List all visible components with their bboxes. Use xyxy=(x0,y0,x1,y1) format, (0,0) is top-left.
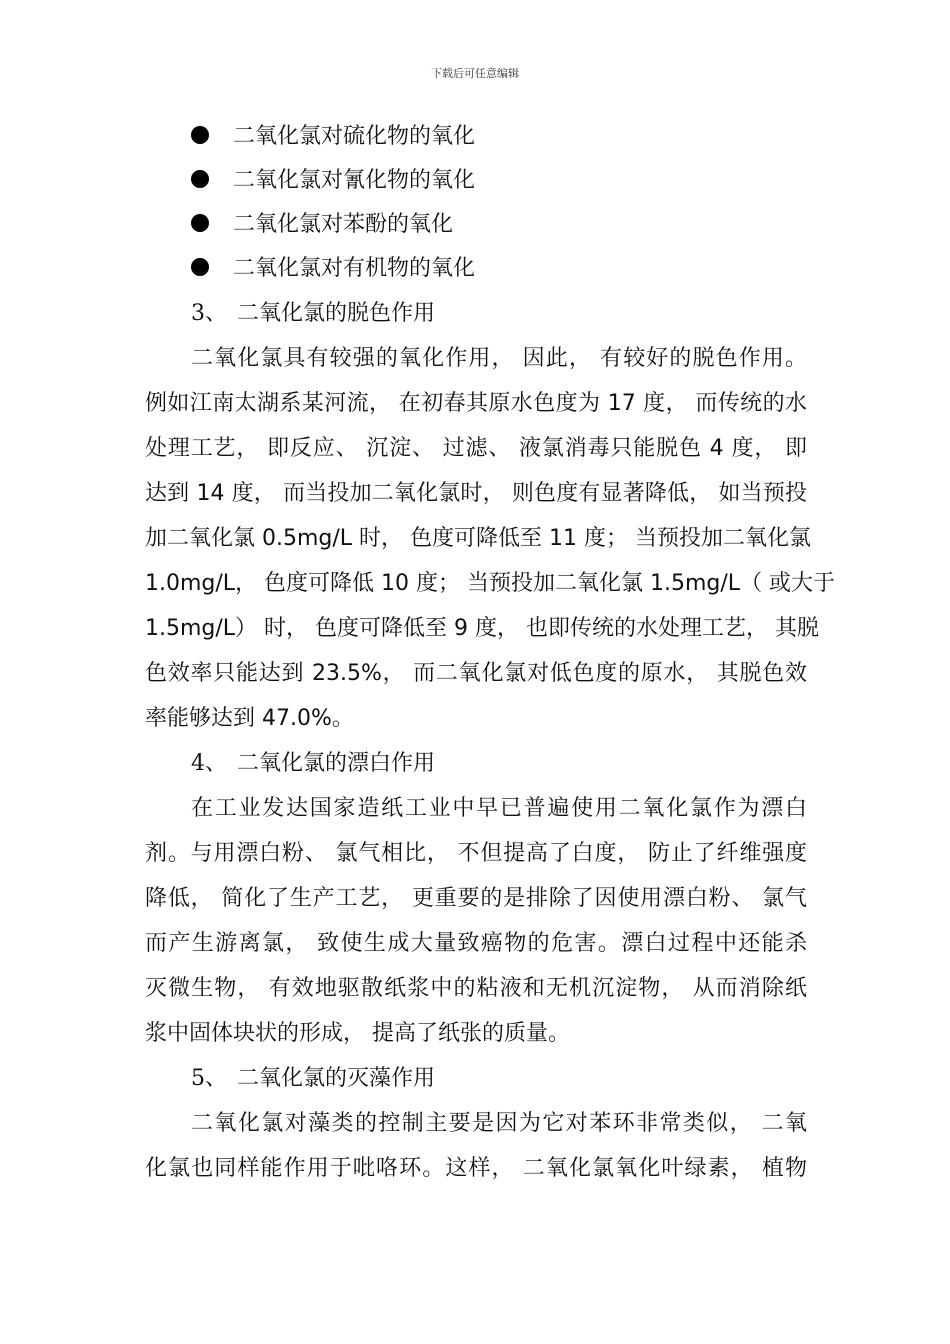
section-number: 5、 xyxy=(191,1066,227,1091)
paragraph-line: 而产生游离氯， 致使生成大量致癌物的危害。漂白过程中还能杀 xyxy=(145,931,807,956)
section-number: 4、 xyxy=(191,751,227,776)
section-title: 二氧化氯的脱色作用 xyxy=(237,301,436,326)
paragraph-line: 处理工艺， 即反应、 沉淀、 过滤、 液氯消毒只能脱色 4 度， 即 xyxy=(145,436,807,461)
bullet-dot-icon xyxy=(191,214,209,232)
section-heading xyxy=(145,741,807,786)
section-number: 3、 xyxy=(191,301,227,326)
bullet-item xyxy=(145,203,807,247)
bullet-text: 二氧化氯对有机物的氧化 xyxy=(233,256,476,281)
bullet-text: 二氧化氯对苯酚的氧化 xyxy=(233,212,454,237)
paragraph-line: 剂。与用漂白粉、 氯气相比， 不但提高了白度， 防止了纤维强度 xyxy=(145,841,807,866)
paragraph-line: 化氯也同样能作用于吡咯环。这样， 二氧化氯氧化叶绿素， 植物 xyxy=(145,1156,807,1181)
paragraph-line: 灭微生物， 有效地驱散纸浆中的粘液和无机沉淀物， 从而消除纸 xyxy=(145,976,807,1001)
paragraph-line: 达到 14 度， 而当投加二氧化氯时， 则色度有显著降低， 如当预投 xyxy=(145,481,807,506)
bullet-text: 二氧化氯对氰化物的氧化 xyxy=(233,168,476,193)
paragraph-line: 二氧化氯对藻类的控制主要是因为它对苯环非常类似， 二氧 xyxy=(191,1111,807,1136)
paragraph-line: 1.5mg/L） 时， 色度可降低至 9 度， 也即传统的水处理工艺， 其脱 xyxy=(145,616,820,641)
bullet-text: 二氧化氯对硫化物的氧化 xyxy=(233,124,476,149)
paragraph-line: 浆中固体块状的形成， 提高了纸张的质量。 xyxy=(145,1021,570,1046)
paragraph-line: 降低， 简化了生产工艺， 更重要的是排除了因使用漂白粉、 氯气 xyxy=(145,886,807,911)
paragraph-line: 率能够达到 47.0%。 xyxy=(145,706,354,731)
bullet-dot-icon xyxy=(191,126,209,144)
section-title: 二氧化氯的灭藻作用 xyxy=(237,1066,436,1091)
bullet-item xyxy=(145,115,807,159)
paragraph-line: 色效率只能达到 23.5%， 而二氧化氯对低色度的原水， 其脱色效 xyxy=(145,661,807,686)
bullet-dot-icon xyxy=(191,170,209,188)
page-header: 下载后可任意编辑 xyxy=(431,67,519,80)
paragraph-line: 二氧化氯具有较强的氧化作用， 因此， 有较好的脱色作用。 xyxy=(191,346,807,371)
bullet-item xyxy=(145,247,807,291)
section-title: 二氧化氯的漂白作用 xyxy=(237,751,436,776)
bullet-dot-icon xyxy=(191,258,209,276)
paragraph-line: 在工业发达国家造纸工业中早已普遍使用二氧化氯作为漂白 xyxy=(191,796,807,821)
paragraph-line: 加二氧化氯 0.5mg/L 时， 色度可降低至 11 度； 当预投加二氧化氯 xyxy=(145,526,812,551)
section-heading xyxy=(145,291,807,336)
bullet-item xyxy=(145,159,807,203)
section-heading xyxy=(145,1056,807,1101)
paragraph-line: 1.0mg/L， 色度可降低 10 度； 当预投加二氧化氯 1.5mg/L（ 或大于 xyxy=(145,571,836,596)
paragraph-line: 例如江南太湖系某河流， 在初春其原水色度为 17 度， 而传统的水 xyxy=(145,391,807,416)
document-body xyxy=(145,115,836,1191)
